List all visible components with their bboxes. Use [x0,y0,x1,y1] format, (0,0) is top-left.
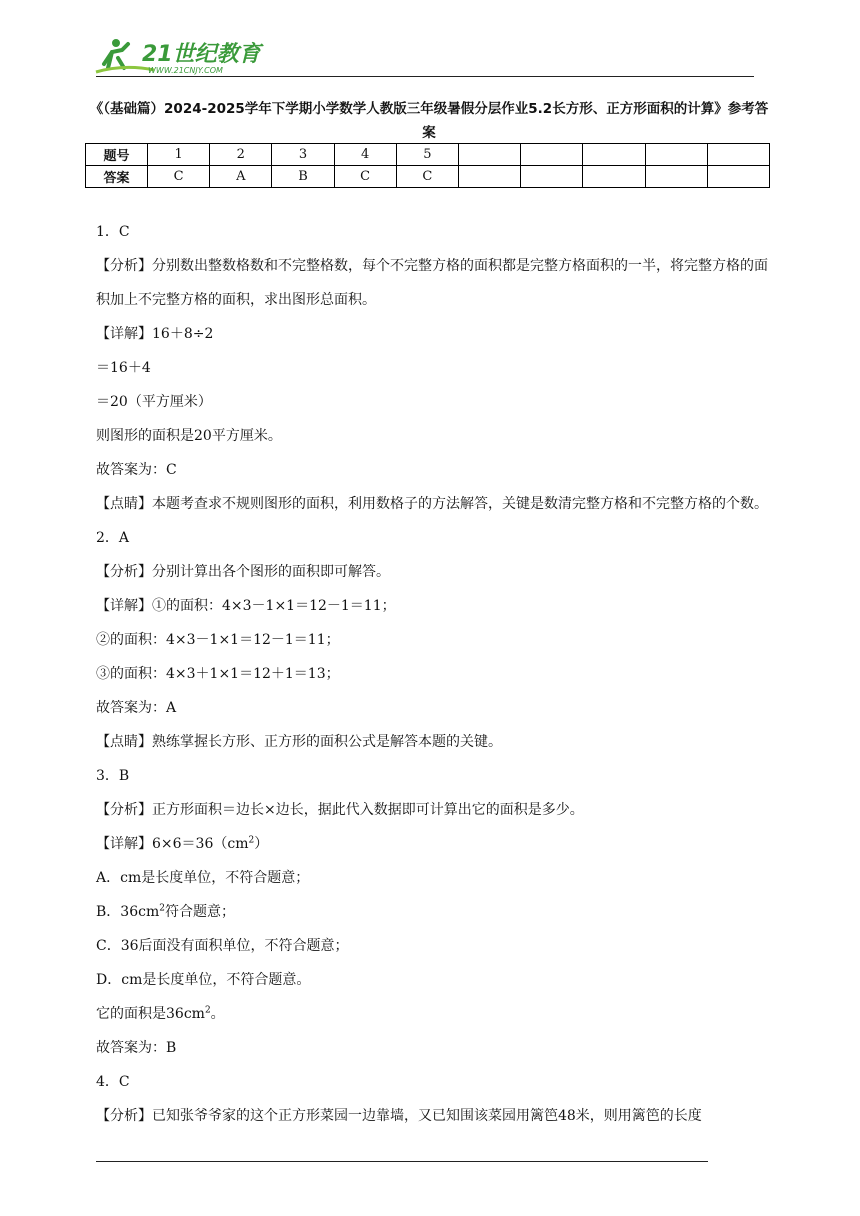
table-cell [645,144,707,166]
answer-explanations [96,215,768,1133]
table-cell: 2 [210,144,272,166]
table-cell: 1 [148,144,210,166]
table-cell: 5 [396,144,458,166]
analysis-paragraph: 【分析】正方形面积＝边长×边长，据此代入数据即可计算出它的面积是多少。 [96,802,584,818]
table-answer-label: 答案 [86,166,148,188]
detail-line: ②的面积：4×3－1×1＝12－1＝11； [96,632,340,648]
table-cell: C [334,166,396,188]
detail-line: ＝20（平方厘米） [96,394,212,410]
line-text-after: ） [254,836,269,852]
table-cell [458,144,520,166]
logo-url: WWW.21CNJY.COM [148,66,223,75]
line-text-after: 。 [210,1006,225,1022]
final-answer: 故答案为：B [96,1040,177,1056]
table-cell: C [396,166,458,188]
table-cell: A [210,166,272,188]
table-cell [645,166,707,188]
comment-paragraph: 【点睛】熟练掌握长方形、正方形的面积公式是解答本题的关键。 [96,734,502,750]
line-text-after: 符合题意； [164,904,235,920]
detail-line: 【详解】16＋8÷2 [96,326,214,342]
site-logo [94,34,264,78]
option-line: C．36后面没有面积单位，不符合题意； [96,938,349,954]
table-cell [583,144,645,166]
answer-table [85,143,770,188]
table-cell [521,144,583,166]
detail-line: 则图形的面积是20平方厘米。 [96,428,282,444]
final-answer: 故答案为：A [96,700,177,716]
option-line: A．cm是长度单位，不符合题意； [96,870,310,886]
line-text: 它的面积是36cm [96,1006,205,1022]
option-line [96,895,768,929]
question-number: 1．C [96,224,130,240]
option-line: D．cm是长度单位，不符合题意。 [96,972,311,988]
table-cell: 3 [272,144,334,166]
superscript: 2 [159,903,165,914]
question-number: 4．C [96,1074,130,1090]
detail-line: ＝16＋4 [96,360,151,376]
table-cell [707,144,769,166]
analysis-paragraph: 【分析】分别计算出各个图形的面积即可解答。 [96,564,390,580]
logo-text: 21世纪教育 [142,42,261,67]
table-row-answers [86,166,770,188]
table-cell: C [148,166,210,188]
header-divider [96,76,754,77]
comment-paragraph: 【点睛】本题考查求不规则图形的面积，利用数格子的方法解答，关键是数清完整方格和不完整方格的个数。 [96,496,768,512]
table-cell: B [272,166,334,188]
superscript: 2 [204,1005,211,1016]
table-cell [707,166,769,188]
logo-runner-icon [94,34,264,78]
table-cell: 4 [334,144,396,166]
final-answer: 故答案为：C [96,462,177,478]
document-title: 《（基础篇）2024-2025学年下学期小学数学人教版三年级暑假分层作业5.2长方形、正方形面积的计算》参考答案 [89,101,769,141]
line-text: B．36cm [96,904,160,920]
table-cell [521,166,583,188]
table-row-numbers [86,144,770,166]
superscript: 2 [248,835,255,846]
analysis-paragraph: 【分析】分别数出整数格数和不完整格数，每个不完整方格的面积都是完整方格面积的一半，将完整方格的面积加上不完整方格的面积，求出图形总面积。 [96,258,768,308]
table-header-label: 题号 [86,144,148,166]
question-number: 3．B [96,768,130,784]
detail-line [96,997,768,1031]
detail-line [96,827,768,861]
detail-line: 【详解】①的面积：4×3－1×1＝12－1＝11； [96,598,396,614]
footer-divider [96,1161,708,1162]
table-cell [458,166,520,188]
table-cell [583,166,645,188]
detail-line: ③的面积：4×3＋1×1＝12＋1＝13； [96,666,340,682]
question-number: 2．A [96,530,130,546]
line-text: 【详解】6×6＝36（cm [96,836,249,852]
analysis-paragraph: 【分析】已知张爷爷家的这个正方形菜园一边靠墙，又已知围该菜园用篱笆48米，则用篱笆的长度 [96,1108,702,1124]
